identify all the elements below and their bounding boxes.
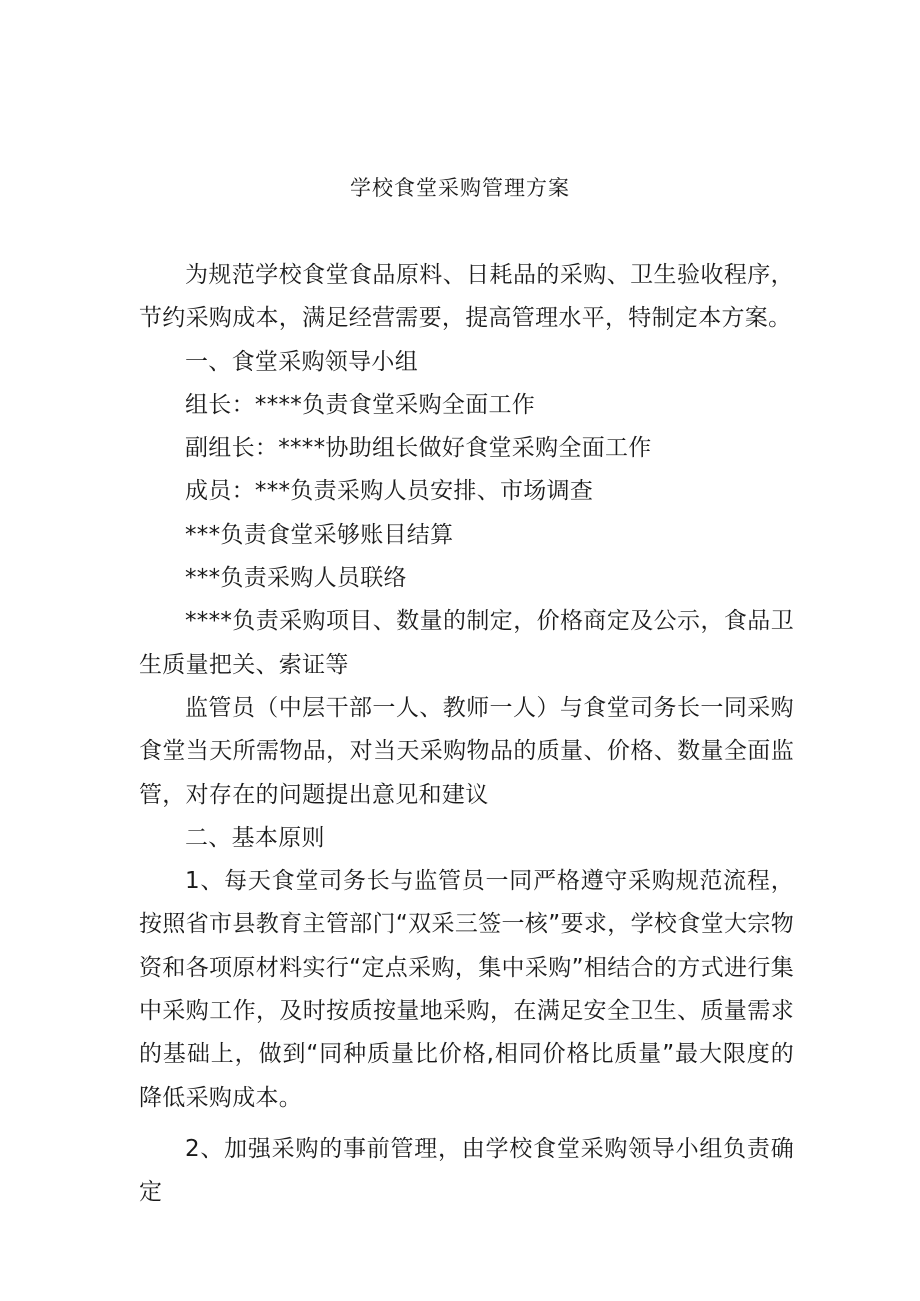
- paragraph-member-liaison: ***负责采购人员联络: [185, 565, 407, 592]
- paragraph-intro: 为规范学校食堂食品原料、日耗品的采购、卫生验收程序，节约采购成本，满足经营需要，提高管理水平，特制定本方案。: [139, 262, 794, 332]
- paragraph-deputy-leader: 副组长：****协助组长做好食堂采购全面工作: [185, 435, 652, 462]
- document-title: 学校食堂采购管理方案: [350, 176, 570, 200]
- paragraph-principle-1: 1、每天食堂司务长与监管员一同严格遵守采购规范流程，按照省市县教育主管部门“双采三签一核”要求，学校食堂大宗物资和各项原材料实行“定点采购，集中采购”相结合的方式进行集中采购工作，及时按质按量地采购，在满足安全卫生、质量需求的基础上，做到“同种质量比价格,相同价格比质量”最大限度的降低采购成本。: [139, 868, 794, 1111]
- paragraph-members: 成员：***负责采购人员安排、市场调查: [185, 478, 594, 505]
- document-body: [139, 254, 794, 1215]
- paragraph-member-accounts: ***负责食堂采够账目结算: [185, 521, 454, 548]
- paragraph-principle-2: 2、加强采购的事前管理，由学校食堂采购领导小组负责确定: [139, 1135, 794, 1206]
- section-heading-leadership-group: 一、食堂采购领导小组: [185, 348, 418, 375]
- paragraph-group-leader: 组长：****负责食堂采购全面工作: [185, 391, 536, 418]
- section-heading-basic-principles: 二、基本原则: [185, 824, 325, 851]
- paragraph-supervisor: 监管员（中层干部一人、教师一人）与食堂司务长一同采购食堂当天所需物品，对当天采购物品的质量、价格、数量全面监管，对存在的问题提出意见和建议: [139, 694, 794, 808]
- paragraph-member-items: ****负责采购项目、数量的制定，价格商定及公示，食品卫生质量把关、索证等: [139, 608, 794, 678]
